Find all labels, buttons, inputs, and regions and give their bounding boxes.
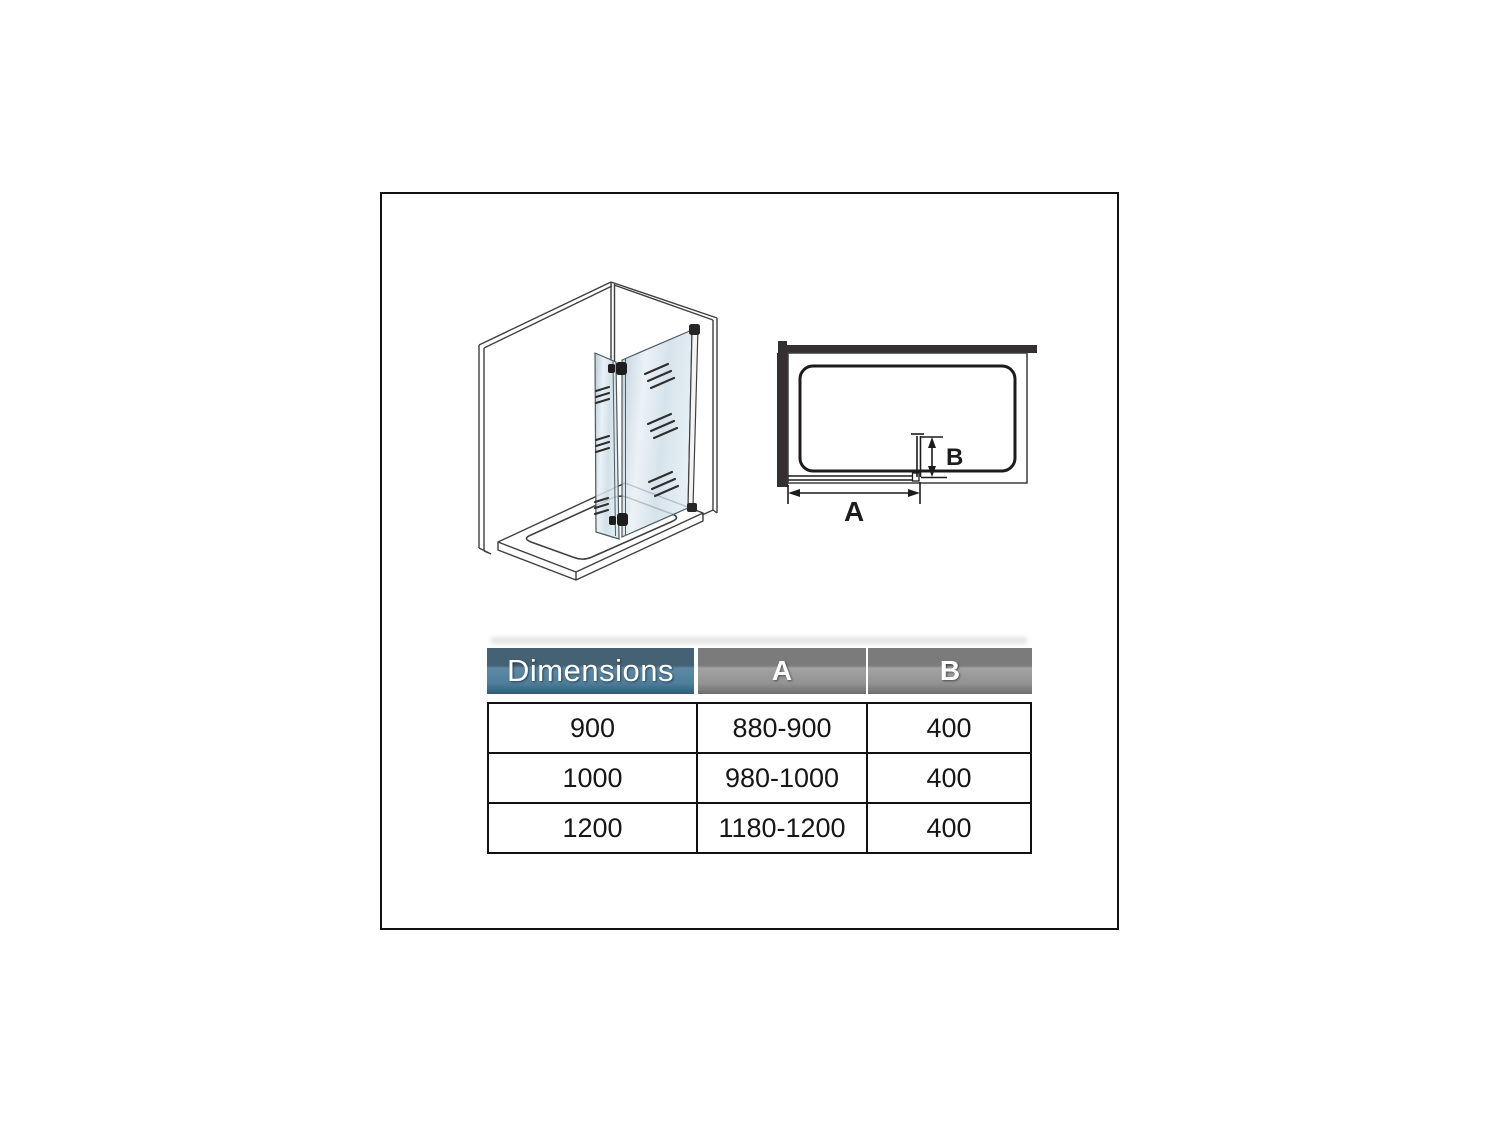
table-top-shadow bbox=[491, 637, 1027, 644]
cell-b: 400 bbox=[866, 804, 1030, 852]
plan-wall-top bbox=[786, 345, 1037, 353]
cell-a: 880-900 bbox=[696, 704, 866, 752]
table-row bbox=[489, 802, 1030, 852]
fixed-glass-panel bbox=[622, 330, 692, 537]
dim-a-label: A bbox=[844, 496, 865, 527]
cell-dimensions: 900 bbox=[569, 712, 616, 743]
table-body bbox=[487, 702, 1032, 854]
cell-dimensions: 1200 bbox=[562, 812, 623, 843]
plan-tray bbox=[788, 353, 1027, 483]
profile-bottom-bracket bbox=[687, 503, 697, 512]
diagram-frame bbox=[380, 192, 1119, 930]
table-header-a: A bbox=[698, 648, 866, 694]
cell-dimensions: 1000 bbox=[562, 762, 623, 793]
dimensions-table bbox=[487, 648, 1032, 854]
plan-view bbox=[770, 328, 1050, 528]
profile-top-bracket bbox=[689, 324, 700, 335]
isometric-view bbox=[468, 276, 724, 588]
table-row bbox=[489, 704, 1030, 752]
table-header-b: B bbox=[868, 648, 1032, 694]
cell-a: 1180-1200 bbox=[696, 804, 866, 852]
cell-b: 400 bbox=[866, 704, 1030, 752]
table-header-row bbox=[487, 648, 1032, 694]
cell-b: 400 bbox=[866, 754, 1030, 802]
table-row bbox=[489, 752, 1030, 802]
dim-b-label: B bbox=[946, 444, 964, 471]
plan-wall-top-notch bbox=[778, 341, 787, 353]
table-header-dimensions: Dimensions bbox=[487, 648, 694, 694]
plan-wall-left bbox=[777, 353, 788, 487]
cell-a: 980-1000 bbox=[696, 754, 866, 802]
